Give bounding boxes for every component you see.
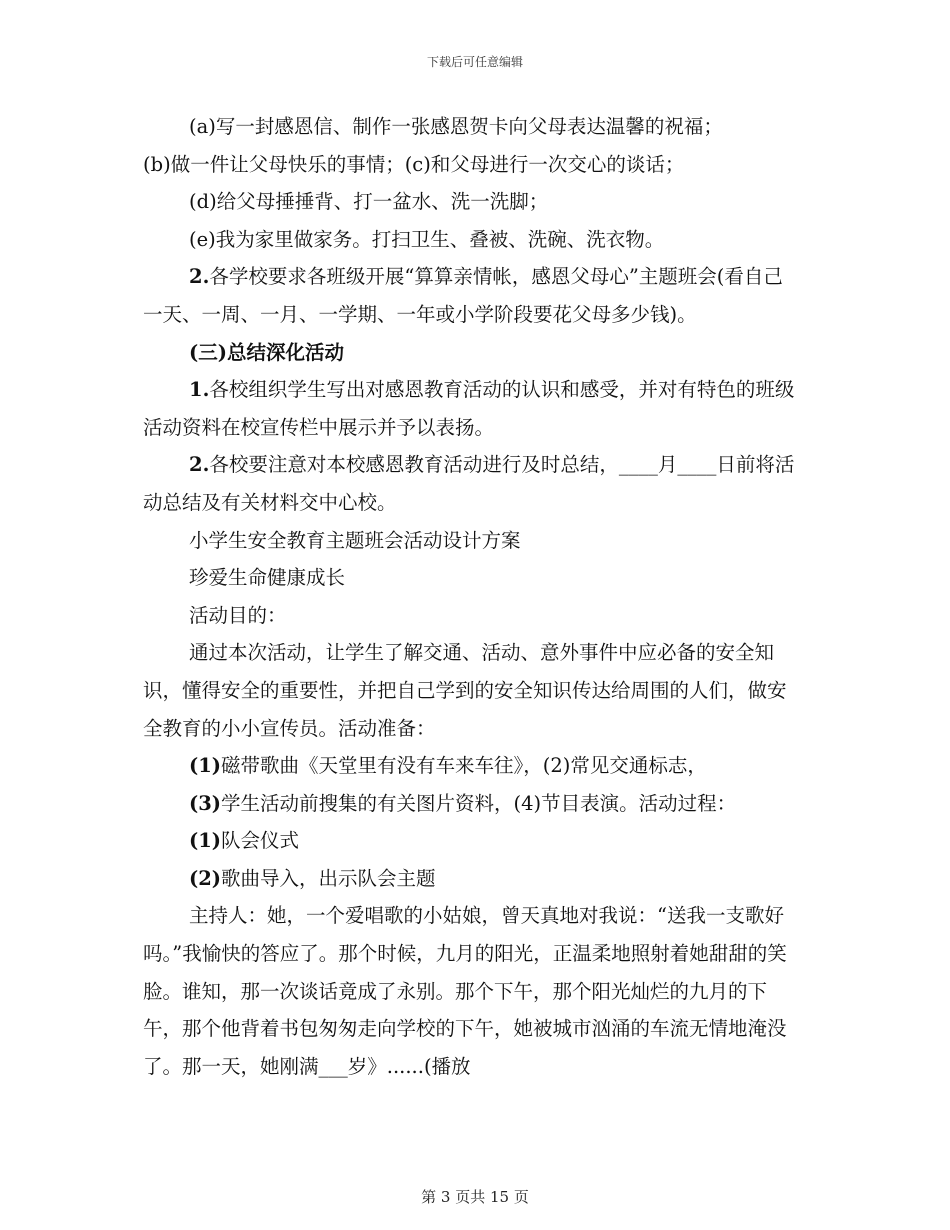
paragraph-text: 学生活动前搜集的有关图片资料，(4)节目表演。活动过程：	[221, 791, 737, 815]
paragraph-text: 磁带歌曲《天堂里有没有车来车往》，(2)常见交通标志，	[221, 754, 707, 778]
paragraph	[143, 146, 798, 184]
paragraph	[143, 446, 798, 521]
paragraph-text: 活动目的：	[189, 603, 287, 627]
paragraph	[143, 221, 798, 259]
item-number: 2.	[189, 453, 210, 477]
paragraph-text: (a)写一封感恩信、制作一张感恩贺卡向父母表达温馨的祝福；	[189, 115, 723, 138]
paragraph-text: 各校要注意对本校感恩教育活动进行及时总结，____月____日前将活动总结及有关材料交中心校。	[143, 453, 795, 514]
paragraph-text: (e)我为家里做家务。打扫卫生、叠被、洗碗、洗衣物。	[189, 227, 665, 251]
paragraph-text: 主持人：她，一个爱唱歌的小姑娘，曾天真地对我说：“送我一支歌好吗。”我愉快的答应了。那个时候，九月的阳光，正温柔地照射着她甜甜的笑脸。谁知，那一次谈话竟成了永别。那个下午，那个阳光灿烂的九月的下午，那个他背着书包匆匆走向学校的下午，她被城市汹涌的车流无情地淹没了。那一天，她刚满___岁》......(播放	[143, 904, 787, 1078]
item-number: (1)	[189, 754, 222, 778]
item-number: (2)	[189, 866, 222, 890]
paragraph-text: 队会仪式	[221, 829, 300, 853]
paragraph	[143, 108, 798, 146]
paragraph	[143, 258, 798, 333]
paragraph	[143, 747, 798, 785]
paragraph	[143, 634, 798, 747]
item-number: (1)	[189, 829, 222, 853]
plan-subtitle	[143, 559, 798, 597]
paragraph-text: 通过本次活动，让学生了解交通、活动、意外事件中应必备的安全知识，懂得安全的重要性，并把自己学到的安全知识传达给周围的人们，做安全教育的小小宣传员。活动准备：	[143, 641, 787, 740]
page-footer: 第 3 页共 15 页	[421, 1188, 529, 1206]
paragraph	[143, 860, 798, 898]
paragraph-text: (d)给父母捶捶背、打一盆水、洗一洗脚；	[189, 190, 549, 214]
paragraph-text: 各校组织学生写出对感恩教育活动的认识和感受，并对有特色的班级活动资料在校宣传栏中展示并予以表扬。	[143, 378, 795, 439]
paragraph	[143, 897, 798, 1085]
paragraph-text: 小学生安全教育主题班会活动设计方案	[189, 528, 521, 552]
heading-text: (三)总结深化活动	[189, 340, 344, 364]
paragraph	[143, 183, 798, 221]
item-number: 1.	[189, 378, 210, 402]
paragraph	[143, 822, 798, 860]
paragraph-text: 歌曲导入，出示队会主题	[221, 866, 436, 890]
paragraph	[143, 785, 798, 823]
item-number: 2.	[189, 265, 210, 289]
paragraph	[143, 371, 798, 446]
paragraph-text: (b)做一件让父母快乐的事情；(c)和父母进行一次交心的谈话；	[143, 152, 685, 176]
paragraph	[143, 597, 798, 635]
plan-title	[143, 522, 798, 560]
paragraph-text: 珍爱生命健康成长	[189, 566, 346, 590]
paragraph-text: 各学校要求各班级开展“算算亲情帐，感恩父母心”主题班会(看自己一天、一周、一月、一学期、一年或小学阶段要花父母多少钱)。	[143, 265, 783, 326]
document-body	[143, 108, 798, 1085]
page-header: 下载后可任意编辑	[426, 55, 523, 69]
item-number: (3)	[189, 791, 222, 815]
section-heading	[143, 334, 798, 372]
